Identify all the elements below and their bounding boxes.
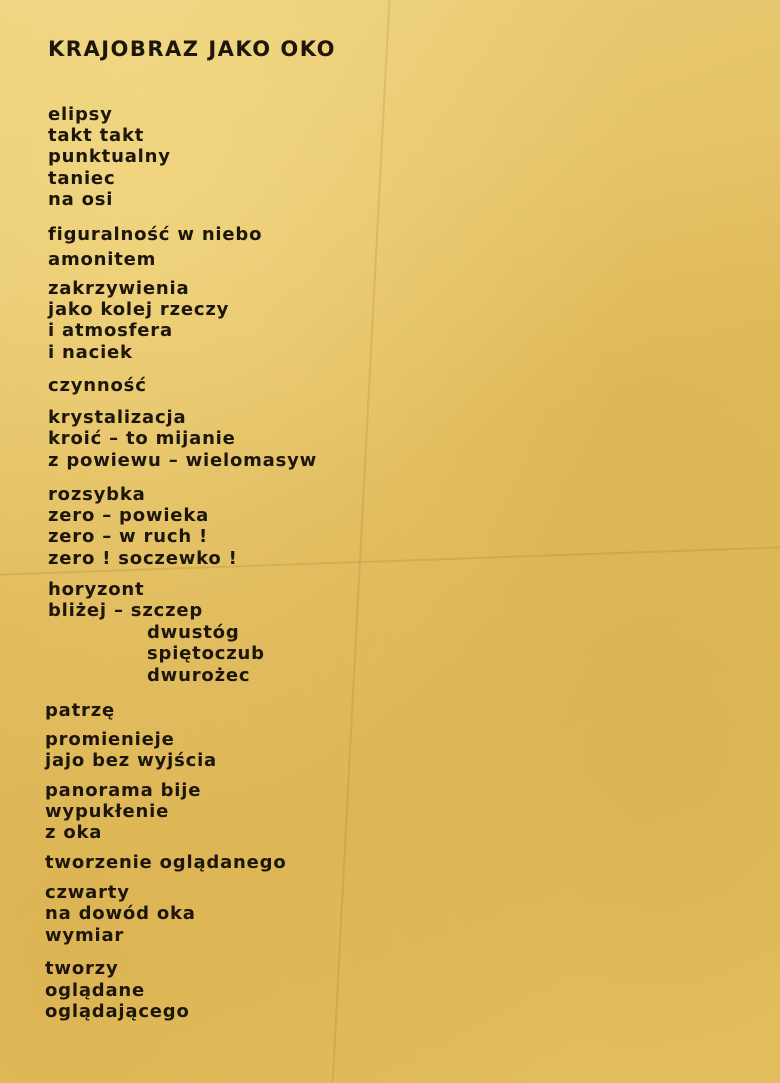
poem-line: takt takt [48,125,145,146]
poem-line: krystalizacja [48,407,187,428]
poem-line: tworzy [45,958,119,979]
poem-line: punktualny [48,146,171,167]
poem-line: jajo bez wyjścia [45,750,217,771]
poem-line: promienieje [45,729,175,750]
poem-line: zakrzywienia [48,278,190,299]
poem-line: zero – w ruch ! [48,526,209,547]
poem-line: czynność [48,375,147,396]
poem-line: zero ! soczewko ! [48,548,238,569]
paper-crease [332,1,391,1083]
poem-line: z oka [45,822,103,843]
poem-line: horyzont [48,579,145,600]
poem-line: spiętoczub [147,643,265,664]
poem-line: zero – powieka [48,505,210,526]
poem-line: amonitem [48,249,157,270]
poem-line: na dowód oka [45,903,196,924]
poem-line: elipsy [48,104,113,125]
poem-line: rozsybka [48,484,146,505]
poem-line: wymiar [45,925,125,946]
poem-line: kroić – to mijanie [48,428,236,449]
poem-line: dwurożec [147,665,251,686]
poem-line: taniec [48,168,116,189]
poem-line: i naciek [48,342,133,363]
poem-line: wypukłenie [45,801,170,822]
poem-line: bliżej – szczep [48,600,204,621]
poem-line: z powiewu – wielomasyw [48,450,318,471]
poem-line: dwustóg [147,622,240,643]
poem-line: i atmosfera [48,320,173,341]
poem-title: KRAJOBRAZ JAKO OKO [48,37,336,61]
poem-line: patrzę [45,700,115,721]
poem-line: na osi [48,189,114,210]
poem-line: panorama bije [45,780,202,801]
poem-line: oglądane [45,980,146,1001]
poem-line: tworzenie oglądanego [45,852,287,873]
poem-line: czwarty [45,882,130,903]
poem-line: jako kolej rzeczy [48,299,230,320]
poem-line: figuralność w niebo [48,224,263,245]
poem-line: oglądającego [45,1001,190,1022]
